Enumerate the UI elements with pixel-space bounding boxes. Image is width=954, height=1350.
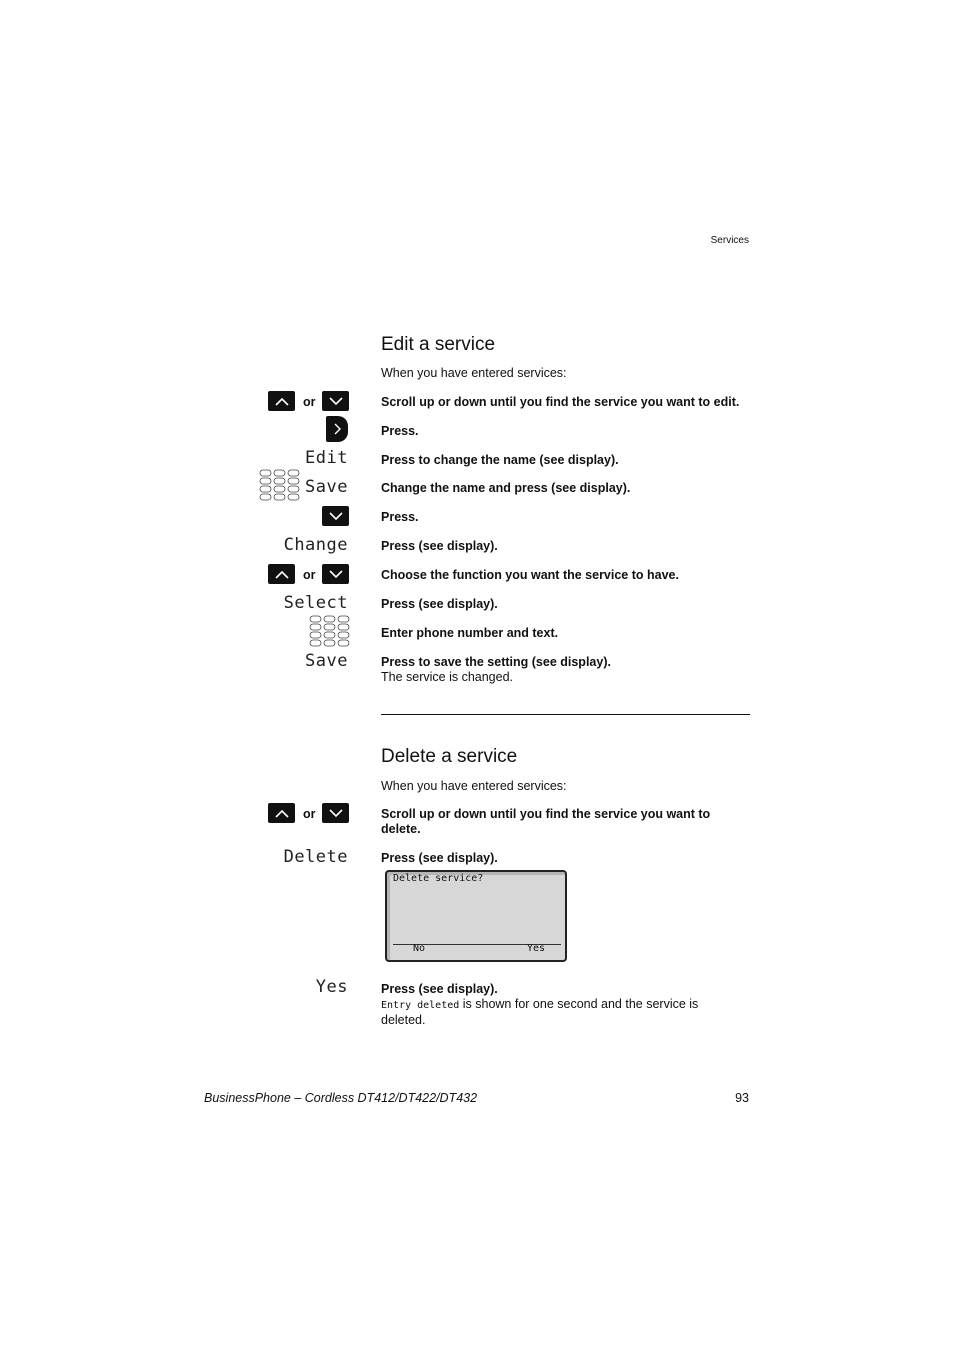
edit-step-scroll: Scroll up or down until you find the service you want to edit. — [381, 395, 740, 409]
down-arrow-key-icon — [322, 506, 349, 526]
display-softkey-no: No — [413, 943, 426, 954]
edit-step-change-name: Change the name and press (see display). — [381, 481, 631, 495]
edit-step-enter: Enter phone number and text. — [381, 626, 559, 640]
entry-deleted-text: Entry deleted — [381, 1000, 460, 1011]
softkey-save: Save — [305, 477, 348, 497]
edit-intro: When you have entered services: — [381, 366, 567, 380]
edit-step-press-down: Press. — [381, 510, 419, 524]
up-arrow-key-icon — [268, 564, 295, 584]
softkey-select: Select — [283, 593, 348, 613]
display-text: Delete service? — [393, 873, 484, 884]
delete-yes-note: is shown for one second and the service is deleted. — [381, 997, 699, 1027]
right-arrow-key-icon — [326, 416, 348, 442]
page-number: 93 — [735, 1091, 749, 1105]
edit-save-note: The service is changed. — [381, 670, 514, 684]
edit-step-select: Press (see display). — [381, 597, 498, 611]
section-divider — [381, 714, 750, 715]
up-arrow-key-icon — [268, 803, 295, 823]
or-label: or — [303, 568, 316, 582]
or-label: or — [303, 807, 316, 821]
delete-step-scroll: Scroll up or down until you find the service you want to delete. — [381, 807, 711, 836]
delete-intro: When you have entered services: — [381, 779, 567, 793]
softkey-yes: Yes — [315, 977, 348, 997]
softkey-save: Save — [305, 651, 348, 671]
softkey-delete: Delete — [283, 847, 348, 867]
section-label: Services — [710, 235, 749, 246]
down-arrow-key-icon — [322, 803, 349, 823]
delete-step-delete: Press (see display). — [381, 851, 498, 865]
up-arrow-key-icon — [268, 391, 295, 411]
softkey-change: Change — [283, 535, 348, 555]
or-label: or — [303, 395, 316, 409]
edit-step-press-right: Press. — [381, 424, 419, 438]
footer-title: BusinessPhone – Cordless DT412/DT422/DT432 — [204, 1091, 478, 1105]
down-arrow-key-icon — [322, 391, 349, 411]
delete-step-yes: Press (see display). Entry deleted is shown for one second and the service is deleted. — [381, 982, 699, 1027]
down-arrow-key-icon — [322, 564, 349, 584]
edit-step-save: Press to save the setting (see display). The service is changed. — [381, 655, 611, 684]
display-softkey-yes: Yes — [526, 943, 545, 954]
keypad-icon — [259, 469, 301, 503]
edit-step-edit: Press to change the name (see display). — [381, 453, 619, 467]
keypad-icon — [309, 615, 351, 649]
delete-section-title: Delete a service — [381, 746, 518, 767]
phone-display — [385, 870, 567, 962]
edit-step-change: Press (see display). — [381, 539, 498, 553]
softkey-edit: Edit — [305, 448, 348, 468]
edit-section-title: Edit a service — [381, 334, 496, 355]
edit-step-choose: Choose the function you want the service to have. — [381, 568, 679, 582]
